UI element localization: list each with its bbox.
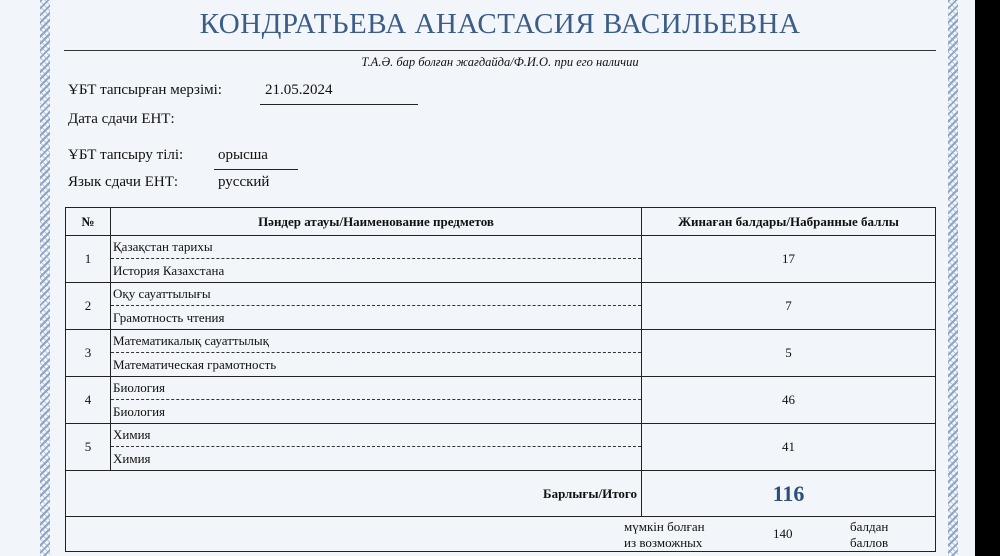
score-value: 7	[642, 283, 936, 330]
subject-cell	[111, 236, 642, 283]
total-value: 116	[642, 471, 936, 517]
possible-cell	[66, 517, 936, 552]
subject-cell	[111, 283, 642, 330]
score-value: 5	[642, 330, 936, 377]
subject-cell	[111, 377, 642, 424]
total-row	[66, 471, 936, 517]
score-value: 17	[642, 236, 936, 283]
row-number: 2	[66, 283, 111, 330]
exam-date-label-ru: Дата сдачи ЕНТ:	[68, 111, 175, 127]
exam-language-value-ru: русский	[218, 174, 270, 190]
score-value: 41	[642, 424, 936, 471]
decorative-border-left	[40, 0, 50, 556]
subject-cell	[111, 330, 642, 377]
possible-right-kz: балдан	[850, 519, 889, 534]
table-row	[66, 424, 936, 471]
exam-language-value-kz: орысша	[218, 147, 268, 163]
subject-kz: Қазақстан тарихы	[111, 236, 641, 259]
possible-left-kz: мүмкін болған	[624, 519, 705, 534]
exam-date-value: 21.05.2024	[265, 82, 333, 98]
possible-text-left	[624, 519, 705, 551]
row-number: 3	[66, 330, 111, 377]
subject-ru: Биология	[113, 404, 166, 419]
score-value: 46	[642, 377, 936, 424]
name-caption: Т.А.Ә. бар болған жағдайда/Ф.И.О. при его наличии	[361, 55, 639, 69]
table-row	[66, 236, 936, 283]
subject-ru: История Казахстана	[113, 263, 225, 278]
full-name: КОНДРАТЬЕВА АНАСТАСИЯ ВАСИЛЬЕВНА	[199, 8, 801, 40]
row-number: 1	[66, 236, 111, 283]
header-number: №	[66, 208, 111, 236]
possible-left-ru: из возможных	[624, 535, 703, 550]
table-row	[66, 283, 936, 330]
possible-row	[66, 517, 936, 552]
exam-language-underline	[214, 169, 298, 170]
scores-table	[65, 207, 936, 552]
total-label: Барлығы/Итого	[66, 471, 642, 517]
subject-ru: Грамотность чтения	[113, 310, 225, 325]
exam-date-label-kz: ҰБТ тапсырған мерзімі:	[68, 82, 222, 98]
subject-cell	[111, 424, 642, 471]
subject-ru: Математическая грамотность	[113, 357, 277, 372]
possible-right-ru: баллов	[850, 535, 889, 550]
name-underline	[64, 50, 936, 51]
possible-value: 140	[773, 526, 793, 541]
row-number: 5	[66, 424, 111, 471]
table-header-row	[66, 208, 936, 236]
exam-language-label-ru: Язык сдачи ЕНТ:	[68, 174, 179, 190]
table-row	[66, 377, 936, 424]
table-row	[66, 330, 936, 377]
header-subject: Пәндер атауы/Наименование предметов	[111, 208, 642, 236]
decorative-border-right	[948, 0, 958, 556]
subject-ru: Химия	[113, 451, 151, 466]
possible-text-right	[850, 519, 888, 551]
exam-language-label-kz: ҰБТ тапсыру тілі:	[68, 147, 184, 163]
subject-kz: Математикалық сауаттылық	[111, 330, 641, 353]
header-score: Жинаған балдары/Набранные баллы	[642, 208, 936, 236]
subject-kz: Биология	[111, 377, 641, 400]
subject-kz: Химия	[111, 424, 641, 447]
exam-date-underline	[260, 104, 418, 105]
subject-kz: Оқу сауаттылығы	[111, 283, 641, 306]
row-number: 4	[66, 377, 111, 424]
